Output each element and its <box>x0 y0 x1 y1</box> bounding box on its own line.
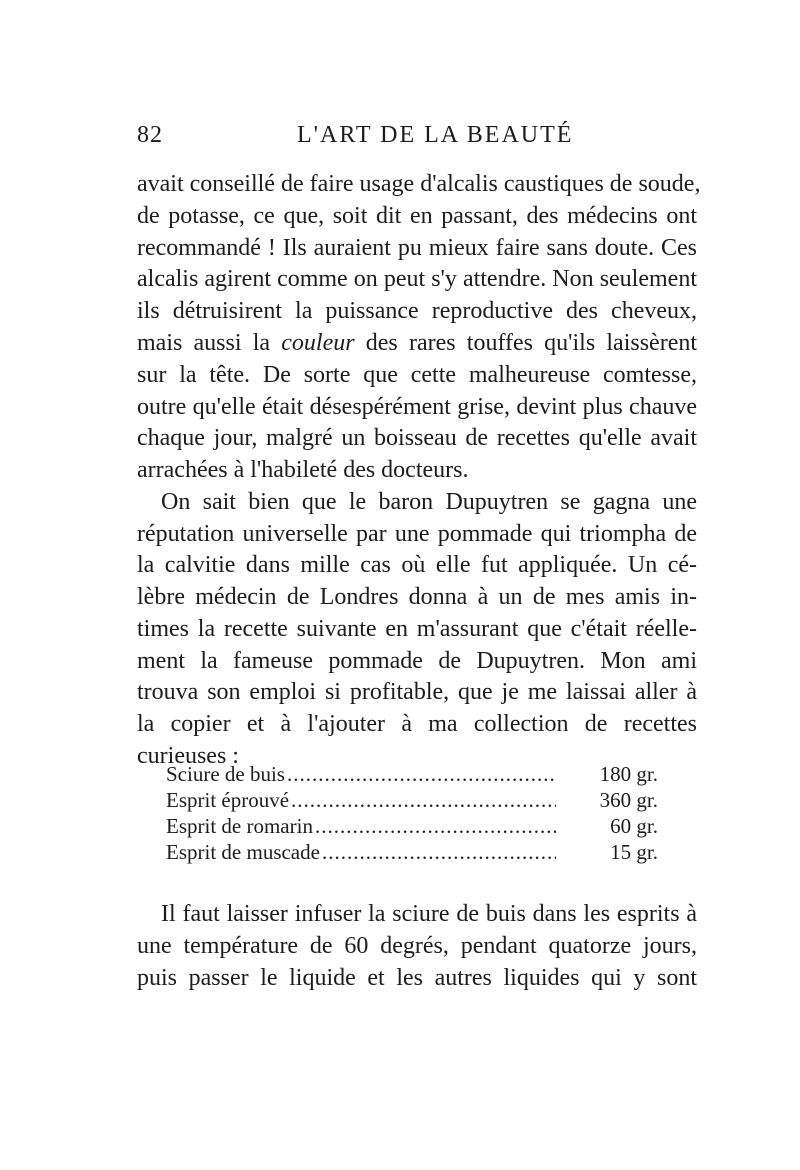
text-line: trouva son emploi si profitable, que je me laissai aller à <box>137 679 697 705</box>
italic-word: couleur <box>281 330 355 356</box>
recipe-row <box>166 813 658 839</box>
text-line: une température de 60 degrés, pendant quatorze jours, <box>137 933 697 959</box>
recipe-row <box>166 761 658 787</box>
text-line: la copier et à l'ajouter à ma collection de recettes <box>137 711 697 737</box>
text-line: la calvitie dans mille cas où elle fut appliquée. Un cé- <box>137 552 697 578</box>
ingredient-quantity: 15 gr. <box>610 840 658 864</box>
text-line: arrachées à l'habileté des docteurs. <box>137 457 469 483</box>
recipe-row <box>166 787 658 813</box>
recipe-row <box>166 839 658 865</box>
text-line: times la recette suivante en m'assurant que c'était réelle- <box>137 616 697 642</box>
ingredient-name: Esprit de romarin <box>166 814 313 838</box>
page-number: 82 <box>137 122 163 148</box>
text-line: On sait bien que le baron Dupuytren se gagna une <box>161 489 697 515</box>
text-fragment: mais aussi la <box>137 330 271 356</box>
text-line: puis passer le liquide et les autres liquides qui y sont <box>137 965 697 991</box>
ingredient-quantity: 60 gr. <box>610 814 658 838</box>
text-line: alcalis agirent comme on peut s'y attendre. Non seulement <box>137 266 697 292</box>
ingredient-quantity: 360 gr. <box>599 788 658 812</box>
leader-dots <box>315 813 556 839</box>
text-line: ment la fameuse pommade de Dupuytren. Mon ami <box>137 648 697 674</box>
text-fragment: des rares touffes qu'ils laissèrent <box>365 330 698 356</box>
text-line: recommandé ! Ils auraient pu mieux faire sans doute. Ces <box>137 235 697 261</box>
text-line: chaque jour, malgré un boisseau de recettes qu'elle avait <box>137 425 697 451</box>
text-line: réputation universelle par une pommade qui triompha de <box>137 521 697 547</box>
leader-dots <box>322 839 556 865</box>
ingredient-name: Esprit de muscade <box>166 840 320 864</box>
text-line: de potasse, ce que, soit dit en passant, des médecins ont <box>137 203 697 229</box>
text-line: outre qu'elle était désespérément grise, devint plus chauve <box>137 394 697 420</box>
text-line: Il faut laisser infuser la sciure de buis dans les esprits à <box>161 901 697 927</box>
ingredient-name: Sciure de buis <box>166 762 285 786</box>
running-head: L'ART DE LA BEAUTÉ <box>297 122 574 148</box>
text-line: ils détruisirent la puissance reproductive des cheveux, <box>137 298 697 324</box>
text-line: lèbre médecin de Londres donna à un de mes amis in- <box>137 584 697 610</box>
text-line-with-italic <box>137 327 697 359</box>
page-header <box>137 122 697 152</box>
recipe-table <box>166 761 658 865</box>
text-line: curieuses : <box>137 743 239 769</box>
text-line: avait conseillé de faire usage d'alcalis caustiques de soude, <box>137 171 701 197</box>
ingredient-quantity: 180 gr. <box>599 762 658 786</box>
leader-dots <box>287 761 556 787</box>
leader-dots <box>291 787 556 813</box>
ingredient-name: Esprit éprouvé <box>166 788 290 812</box>
text-line: sur la tête. De sorte que cette malheureuse comtesse, <box>137 362 697 388</box>
